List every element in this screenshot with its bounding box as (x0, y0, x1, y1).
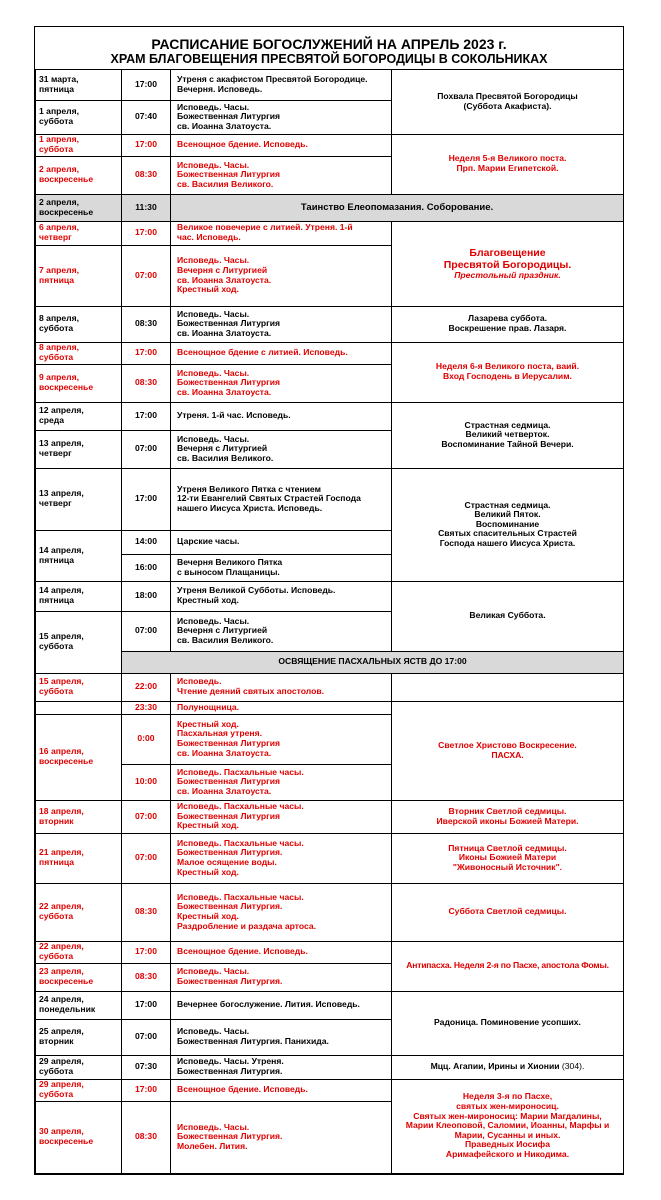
schedule-header (35, 27, 623, 70)
table-row (36, 991, 624, 1019)
date-cell: 6 апреля, четверг (36, 221, 122, 245)
easter-food-band: ОСВЯЩЕНИЕ ПАСХАЛЬНЫХ ЯСТВ ДО 17:00 (122, 651, 624, 673)
time-cell: 23:30 (122, 701, 171, 714)
schedule-table (35, 70, 624, 1174)
table-row (36, 221, 624, 245)
feast-title: Благовещение Пресвятой Богородицы. (443, 246, 572, 271)
feast-cell: Страстная седмица. Великий четверток. Воспоминание Тайной Вечери. (392, 402, 624, 468)
date-cell: 7 апреля, пятница (36, 245, 122, 306)
date-cell: 29 апреля, суббота (36, 1055, 122, 1079)
service-cell: Исповедь. Часы. Божественная Литургия. (171, 963, 392, 991)
date-cell: 30 апреля, воскресенье (36, 1101, 122, 1173)
service-cell: Исповедь. Часы. Божественная Литургия св. Иоанна Златоуста. (171, 100, 392, 134)
time-cell: 08:30 (122, 883, 171, 941)
date-cell: 2 апреля, воскресенье (36, 156, 122, 194)
service-cell: Исповедь. Часы. Божественная Литургия св. Иоанна Златоуста. (171, 306, 392, 342)
feast-cell: Лазарева суббота. Воскрешение прав. Лазаря. (392, 306, 624, 342)
service-cell: Исповедь. Пасхальные часы. Божественная Литургия. Малое осящение воды. Крестный ход. (171, 833, 392, 883)
time-cell: 17:00 (122, 941, 171, 963)
table-row (36, 941, 624, 963)
feast-cell: Светлое Христово Воскресение. ПАСХА. (392, 701, 624, 800)
date-cell: 8 апреля, суббота (36, 342, 122, 364)
table-row (36, 701, 624, 714)
date-cell: 31 марта, пятница (36, 70, 122, 100)
table-row (36, 70, 624, 100)
feast-cell: Антипасха. Неделя 2-я по Пасхе, апостола Фомы. (392, 941, 624, 991)
table-row (36, 468, 624, 530)
feast-year: (304). (559, 1061, 585, 1072)
schedule-title: РАСПИСАНИЕ БОГОСЛУЖЕНИЙ НА АПРЕЛЬ 2023 г. (151, 36, 507, 52)
date-cell: 13 апреля, четверг (36, 468, 122, 530)
time-cell: 08:30 (122, 156, 171, 194)
date-cell: 14 апреля, пятница (36, 530, 122, 581)
feast-note: Престольный праздник. (454, 269, 561, 280)
service-cell: Утреня с акафистом Пресвятой Богородице. Вечерня. Исповедь. (171, 70, 392, 100)
service-cell: Полунощница. (171, 701, 392, 714)
service-cell: Исповедь. Часы. Божественная Литургия. Панихида. (171, 1019, 392, 1055)
table-row (36, 402, 624, 430)
service-cell: Всенощное бдение. Исповедь. (171, 1079, 392, 1101)
date-cell: 21 апреля, пятница (36, 833, 122, 883)
service-cell: Всенощное бдение. Исповедь. (171, 941, 392, 963)
time-cell: 10:00 (122, 764, 171, 800)
time-cell: 17:00 (122, 134, 171, 156)
date-cell: 9 апреля, воскресенье (36, 364, 122, 402)
time-cell: 07:00 (122, 833, 171, 883)
time-cell: 08:30 (122, 963, 171, 991)
time-cell: 07:00 (122, 611, 171, 651)
church-name: ХРАМ БЛАГОВЕЩЕНИЯ ПРЕСВЯТОЙ БОГОРОДИЦЫ В СОКОЛЬНИКАХ (110, 52, 548, 66)
time-cell: 08:30 (122, 306, 171, 342)
feast-cell: Суббота Светлой седмицы. (392, 883, 624, 941)
table-row (36, 883, 624, 941)
date-cell: 24 апреля, понедельник (36, 991, 122, 1019)
time-cell: 0:00 (122, 714, 171, 764)
time-cell: 07:40 (122, 100, 171, 134)
schedule-sheet (34, 26, 624, 1175)
table-row (36, 833, 624, 883)
service-cell: Исповедь. Часы. Божественная Литургия св. Иоанна Златоуста. (171, 364, 392, 402)
time-cell: 07:00 (122, 430, 171, 468)
date-cell: 22 апреля, суббота (36, 941, 122, 963)
date-cell: 1 апреля, суббота (36, 134, 122, 156)
feast-cell: Радоница. Поминовение усопших. (392, 991, 624, 1055)
feast-cell: Неделя 6-я Великого поста, ваий. Вход Господень в Иерусалим. (392, 342, 624, 402)
service-cell: Исповедь. Часы. Божественная Литургия св. Василия Великого. (171, 156, 392, 194)
table-row (36, 306, 624, 342)
time-cell: 18:00 (122, 581, 171, 611)
service-cell: Исповедь. Пасхальные часы. Божественная Литургия св. Иоанна Златоуста. (171, 764, 392, 800)
service-cell: Вечернее богослужение. Лития. Исповедь. (171, 991, 392, 1019)
date-cell: 22 апреля, суббота (36, 883, 122, 941)
date-cell: 29 апреля, суббота (36, 1079, 122, 1101)
date-cell: 12 апреля, среда (36, 402, 122, 430)
time-cell: 07:30 (122, 1055, 171, 1079)
service-cell: Исповедь. Часы. Вечерня с Литургией св. Иоанна Златоуста. Крестный ход. (171, 245, 392, 306)
service-cell: Крестный ход. Пасхальная утреня. Божественная Литургия св. Иоанна Златоуста. (171, 714, 392, 764)
table-row (36, 581, 624, 611)
time-cell: 22:00 (122, 673, 171, 701)
feast-title: Мцц. Агапии, Ирины и Хионии (430, 1061, 560, 1072)
table-row (36, 651, 624, 673)
table-row (36, 134, 624, 156)
service-cell: Таинство Елеопомазания. Соборование. (171, 194, 624, 221)
time-cell: 14:00 (122, 530, 171, 554)
date-cell: 15 апреля, суббота (36, 611, 122, 673)
date-cell: 8 апреля, суббота (36, 306, 122, 342)
time-cell: 17:00 (122, 402, 171, 430)
date-cell-empty (36, 701, 122, 714)
table-row (36, 1079, 624, 1101)
service-cell: Исповедь. Часы. Вечерня с Литургией св. Василия Великого. (171, 430, 392, 468)
service-cell: Царские часы. (171, 530, 392, 554)
time-cell: 08:30 (122, 1101, 171, 1173)
service-cell: Исповедь. Часы. Вечерня с Литургией св. Василия Великого. (171, 611, 392, 651)
service-cell: Великое повечерие с литией. Утреня. 1-й час. Исповедь. (171, 221, 392, 245)
feast-cell: Неделя 5-я Великого поста. Прп. Марии Египетской. (392, 134, 624, 194)
date-cell: 2 апреля, воскресенье (36, 194, 122, 221)
time-cell: 17:00 (122, 221, 171, 245)
service-cell: Вечерня Великого Пятка с выносом Плащаницы. (171, 554, 392, 581)
date-cell: 25 апреля, вторник (36, 1019, 122, 1055)
feast-cell (392, 1055, 624, 1079)
date-cell: 13 апреля, четверг (36, 430, 122, 468)
feast-cell: Страстная седмица. Великий Пяток. Воспоминание Святых спасительных Страстей Господа нашего Иисуса Христа. (392, 468, 624, 581)
feast-cell: Великая Суббота. (392, 581, 624, 651)
feast-cell: Вторник Светлой седмицы. Иверской иконы Божией Матери. (392, 800, 624, 833)
service-cell: Всенощное бдение. Исповедь. (171, 134, 392, 156)
table-row (36, 673, 624, 701)
time-cell: 17:00 (122, 468, 171, 530)
time-cell: 07:00 (122, 1019, 171, 1055)
table-row (36, 342, 624, 364)
service-cell: Исповедь. Пасхальные часы. Божественная Литургия Крестный ход. (171, 800, 392, 833)
time-cell: 17:00 (122, 991, 171, 1019)
service-cell: Исповедь. Часы. Утреня. Божественная Литургия. (171, 1055, 392, 1079)
table-row (36, 1055, 624, 1079)
table-row (36, 194, 624, 221)
service-cell: Всенощное бдение с литией. Исповедь. (171, 342, 392, 364)
date-cell: 15 апреля, суббота (36, 673, 122, 701)
service-cell: Утреня Великой Субботы. Исповедь. Крестный ход. (171, 581, 392, 611)
feast-cell: Пятница Светлой седмицы. Иконы Божией Матери "Живоносный Источник". (392, 833, 624, 883)
time-cell: 16:00 (122, 554, 171, 581)
feast-cell: Неделя 3-я по Пасхе, святых жен-мироносиц. Святых жен-мироносиц: Марии Магдалины, Марии Клеоповой, Саломии, Иоанны, Марфы и Марии, Сусанны и иных. Праведных Иосифа Аримафейского и Никодима. (392, 1079, 624, 1173)
time-cell: 17:00 (122, 70, 171, 100)
time-cell: 17:00 (122, 342, 171, 364)
time-cell: 07:00 (122, 245, 171, 306)
feast-cell (392, 221, 624, 306)
service-cell: Исповедь. Пасхальные часы. Божественная Литургия. Крестный ход. Раздробление и раздача артоса. (171, 883, 392, 941)
table-row (36, 800, 624, 833)
time-cell: 08:30 (122, 364, 171, 402)
time-cell: 07:00 (122, 800, 171, 833)
service-cell: Утреня. 1-й час. Исповедь. (171, 402, 392, 430)
feast-cell: Похвала Пресвятой Богородицы (Суббота Акафиста). (392, 70, 624, 134)
service-cell: Исповедь. Часы. Божественная Литургия. Молебен. Лития. (171, 1101, 392, 1173)
time-cell: 17:00 (122, 1079, 171, 1101)
date-cell: 16 апреля, воскресенье (36, 714, 122, 800)
service-cell: Исповедь. Чтение деяний святых апостолов. (171, 673, 392, 701)
feast-cell-empty (392, 673, 624, 701)
service-cell: Утреня Великого Пятка с чтением 12-ти Евангелий Святых Страстей Господа нашего Иисуса Христа. Исповедь. (171, 468, 392, 530)
date-cell: 18 апреля, вторник (36, 800, 122, 833)
date-cell: 14 апреля, пятница (36, 581, 122, 611)
date-cell: 1 апреля, суббота (36, 100, 122, 134)
date-cell: 23 апреля, воскресенье (36, 963, 122, 991)
time-cell: 11:30 (122, 194, 171, 221)
